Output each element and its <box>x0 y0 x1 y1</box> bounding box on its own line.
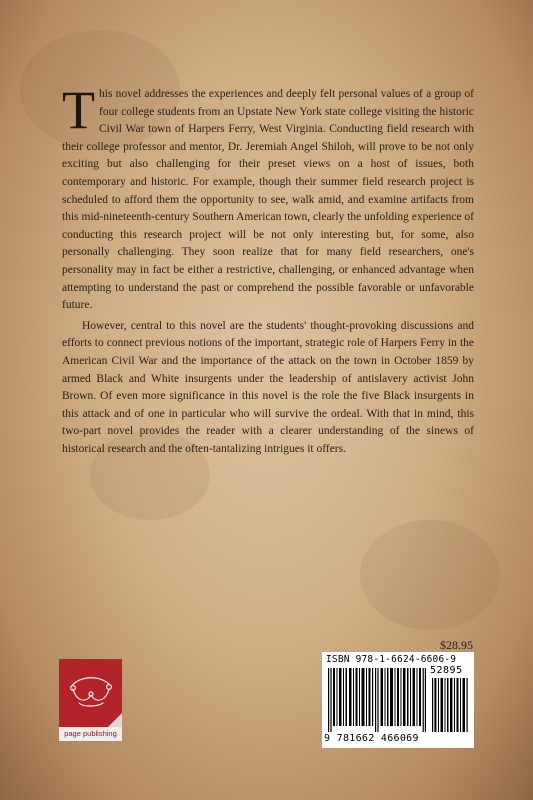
blurb-paragraph-1-text: his novel addresses the experiences and deeply felt personal values of a group of four college students from an Upstate New York state college visiting the historic Civil War town of Harpers Ferry, West Virginia. Conducting field research with their college professor and mentor, Dr. Jeremiah Angel Shiloh, will prove to be not only exciting but also challenging for their preset views on a host of issues, both contemporary and historic. For example, though their summer field research project is scheduled to afford them the opportunity to see, walk amid, and examine artifacts from this mid-nineteenth-century Southern American town, clearly the unfolding experience of conducting this research project will be not only interesting but, for some, also personally challenging. They soon realize that for many field researchers, one's personality may in fact be either a restrictive, challenging, or enhanced advantage when attempting to understand the past or comprehend the possible favorable or unfavorable future. <box>62 88 474 312</box>
logo-page-fold <box>108 713 122 727</box>
barcode-addon-bars <box>432 678 470 732</box>
barcode-addon-digits: 52895 <box>430 665 463 676</box>
blurb-paragraph-1 <box>62 80 474 315</box>
isbn-text: ISBN 978-1-6624-6606-9 <box>326 654 457 665</box>
drop-cap: T <box>62 80 95 140</box>
blurb-text <box>62 80 474 458</box>
isbn-barcode <box>322 652 474 748</box>
publisher-logo <box>59 659 122 741</box>
barcode-ean-digits: 9 781662 466069 <box>324 733 419 744</box>
barcode-bars <box>328 668 426 732</box>
price-label: $28.95 <box>440 638 473 652</box>
quill-icon <box>65 665 116 715</box>
publisher-name: page publishing <box>59 727 122 741</box>
blurb-paragraph-2: However, central to this novel are the students' thought-provoking discussions and efforts to connect previous notions of the important, strategic role of Harpers Ferry in the American Civil War and the importance of the attack on the town in October 1859 by armed Black and White insurgents under the leadership of antislavery activist John Brown. Of even more significance in this novel is the role the five Black insurgents in this attack and of one in particular who will survive the ordeal. With that in mind, this two-part novel provides the reader with a clearer understanding of the sinews of historical research and the often-tantalizing intrigues it offers. <box>62 319 474 455</box>
